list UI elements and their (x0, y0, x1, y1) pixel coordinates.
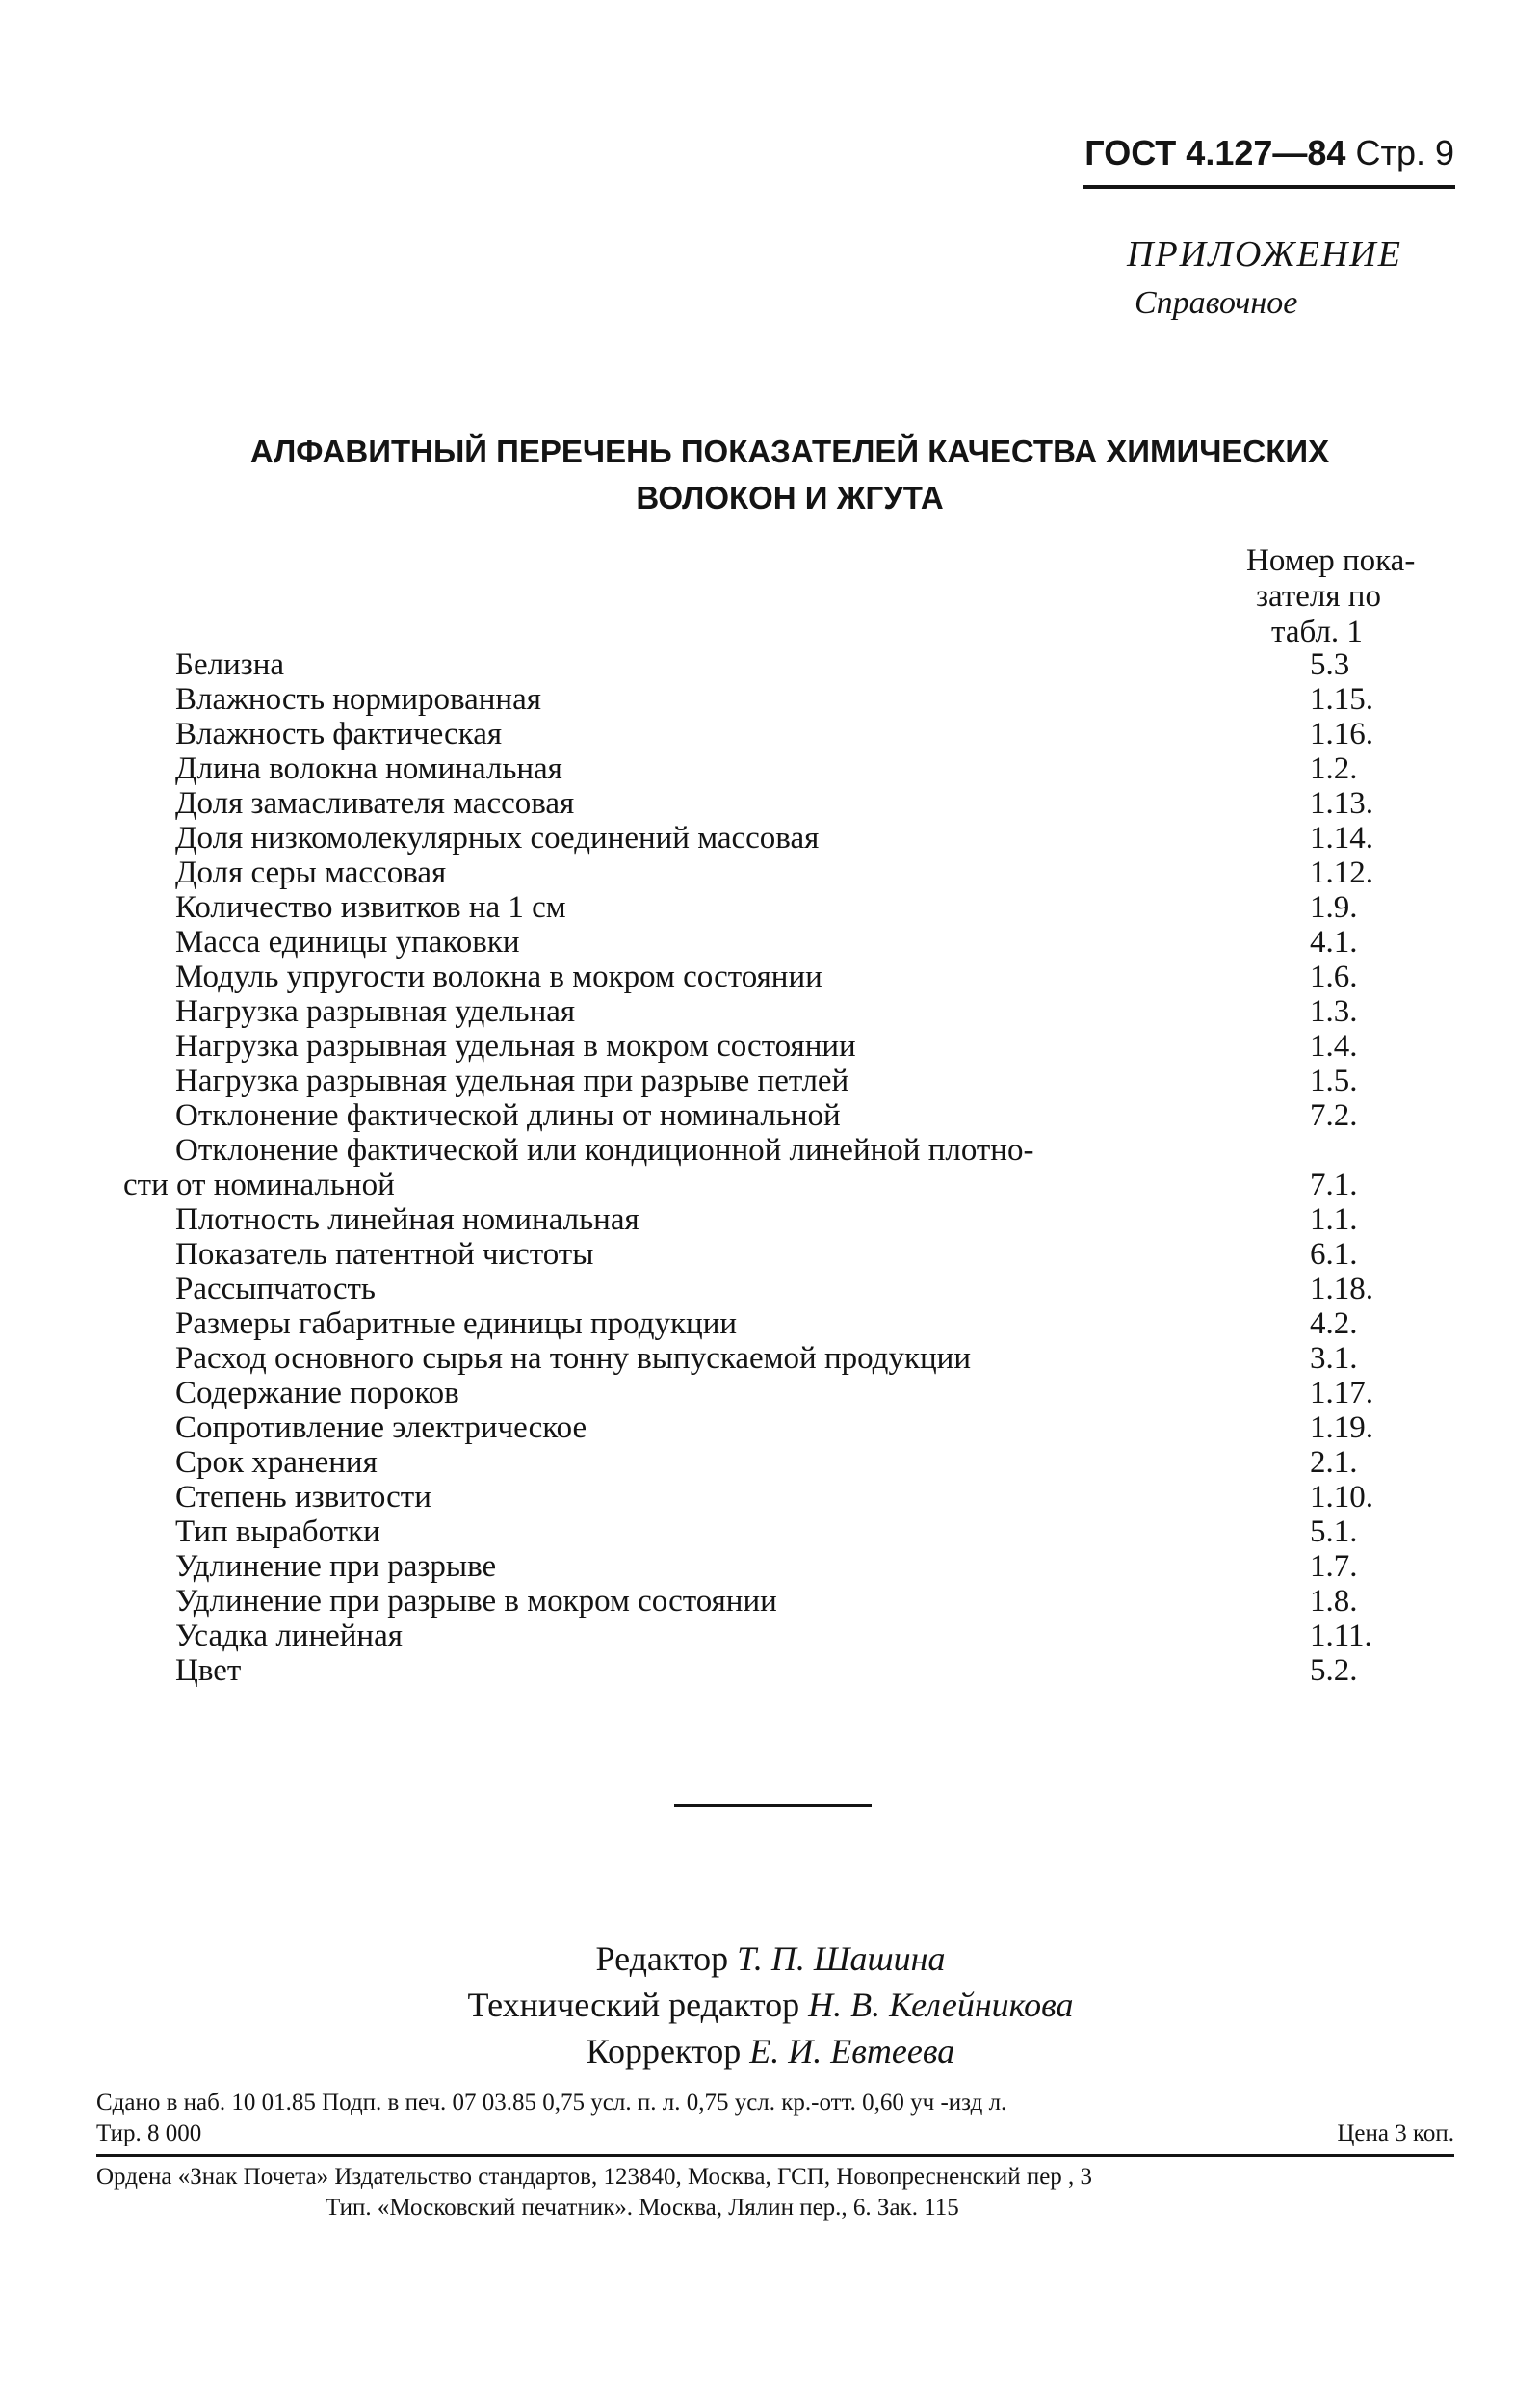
separator-rule (674, 1804, 872, 1807)
column-header-line-2: зателя по (1256, 579, 1381, 614)
indicator-name: Размеры габаритные единицы продукции (175, 1306, 738, 1341)
indicator-number: 1.11. (1310, 1619, 1372, 1653)
indicator-name: Срок хранения (175, 1445, 378, 1480)
tech-editor-label: Технический редактор (467, 1986, 800, 2024)
title-line-2: ВОЛОКОН И ЖГУТА (636, 480, 944, 515)
list-item (96, 890, 1445, 925)
tech-editor-line (289, 1985, 1252, 2025)
title-line-1: АЛФАВИТНЫЙ ПЕРЕЧЕНЬ ПОКАЗАТЕЛЕЙ КАЧЕСТВА ХИМИЧЕСКИХ (249, 434, 1330, 469)
indicator-name: Количество извитков на 1 см (175, 890, 566, 925)
list-item (96, 682, 1445, 717)
corrector-line (289, 2031, 1252, 2071)
indicator-number: 1.15. (1310, 682, 1373, 717)
indicator-name: Модуль упругости волокна в мокром состоянии (175, 960, 822, 994)
indicator-name: Отклонение фактической или кондиционной линейной плотно- (175, 1133, 1034, 1168)
indicator-number: 1.7. (1310, 1549, 1358, 1584)
indicator-name: Масса единицы упаковки (175, 925, 520, 960)
indicator-name: Расход основного сырья на тонну выпускаемой продукции (175, 1341, 971, 1376)
editor-line (289, 1938, 1252, 1979)
column-header-line-1: Номер пока- (1246, 543, 1416, 578)
indicator-name: Нагрузка разрывная удельная при разрыве петлей (175, 1064, 849, 1098)
indicator-number: 5.3 (1310, 647, 1350, 682)
appendix-subtitle: Справочное (1135, 285, 1298, 321)
document-title (154, 429, 1425, 521)
list-item (96, 786, 1445, 821)
editor-name: Т. П. Шашина (737, 1939, 946, 1978)
imprint-price: Цена 3 коп. (1337, 2120, 1454, 2146)
list-item (96, 1272, 1445, 1306)
list-item (96, 1584, 1445, 1619)
indicator-number: 1.13. (1310, 786, 1373, 821)
list-item (96, 1064, 1445, 1098)
indicator-number: 1.1. (1310, 1202, 1358, 1237)
list-item (96, 925, 1445, 960)
list-item (96, 994, 1445, 1029)
indicator-name: Белизна (175, 647, 285, 682)
indicator-number: 5.1. (1310, 1514, 1358, 1549)
indicator-number: 1.3. (1310, 994, 1358, 1029)
indicator-number: 1.2. (1310, 751, 1358, 786)
header-rule (1083, 185, 1455, 189)
corrector-name: Е. И. Евтеева (749, 2032, 955, 2070)
publisher-line-2: Тип. «Московский печатник». Москва, Лялин пер., 6. Зак. 115 (326, 2195, 959, 2221)
indicator-number: 1.18. (1310, 1272, 1373, 1306)
list-item (96, 717, 1445, 751)
publisher-line-1: Ордена «Знак Почета» Издательство стандартов, 123840, Москва, ГСП, Новопресненский пер , 3 (96, 2164, 1093, 2190)
indicator-number: 5.2. (1310, 1653, 1358, 1688)
list-item (96, 1098, 1445, 1133)
indicator-number: 1.9. (1310, 890, 1358, 925)
indicator-name: Доля замасливателя массовая (175, 786, 575, 821)
indicator-number: 1.10. (1310, 1480, 1373, 1514)
indicator-name: Влажность фактическая (175, 717, 503, 751)
list-item (96, 751, 1445, 786)
list-item (96, 1619, 1445, 1653)
indicator-name: Усадка линейная (175, 1619, 403, 1653)
list-item (96, 960, 1445, 994)
standard-code: ГОСТ 4.127—84 (1084, 133, 1346, 172)
indicator-number: 4.2. (1310, 1306, 1358, 1341)
list-item (96, 1653, 1445, 1688)
list-item (96, 1202, 1445, 1237)
indicator-number: 2.1. (1310, 1445, 1358, 1480)
indicator-number: 1.19. (1310, 1410, 1373, 1445)
page-number: Стр. 9 (1355, 133, 1454, 172)
column-header-line-3: табл. 1 (1271, 615, 1363, 649)
indicator-name: Рассыпчатость (175, 1272, 376, 1306)
indicator-name: Содержание пороков (175, 1376, 459, 1410)
indicator-name: Доля низкомолекулярных соединений массовая (175, 821, 820, 856)
indicator-number: 1.5. (1310, 1064, 1358, 1098)
list-item (96, 1133, 1445, 1168)
indicator-name: Нагрузка разрывная удельная в мокром состоянии (175, 1029, 856, 1064)
indicator-number: 1.4. (1310, 1029, 1358, 1064)
editor-label: Редактор (595, 1939, 729, 1978)
indicator-number: 7.1. (1310, 1168, 1358, 1202)
list-item (96, 1306, 1445, 1341)
indicator-name: Сопротивление электрическое (175, 1410, 587, 1445)
indicator-number: 1.14. (1310, 821, 1373, 856)
list-item (96, 647, 1445, 682)
list-item (96, 1376, 1445, 1410)
list-item (96, 1480, 1445, 1514)
list-item (96, 1168, 1445, 1202)
publisher-info (96, 2162, 1454, 2224)
imprint-circulation: Тир. 8 000 (96, 2120, 202, 2146)
page-header (1040, 133, 1454, 173)
list-item (96, 1514, 1445, 1549)
column-header (1242, 543, 1464, 650)
indicator-number: 4.1. (1310, 925, 1358, 960)
indicator-name: Удлинение при разрыве в мокром состоянии (175, 1584, 777, 1619)
list-item (96, 1445, 1445, 1480)
imprint-dates: Сдано в наб. 10 01.85 Подп. в печ. 07 03.85 0,75 усл. п. л. 0,75 усл. кр.-отт. 0,60 уч -изд л. (96, 2090, 1007, 2116)
list-item (96, 1549, 1445, 1584)
indicator-number: 1.16. (1310, 717, 1373, 751)
imprint (96, 2089, 1454, 2150)
indicator-name: Степень извитости (175, 1480, 431, 1514)
indicator-list (96, 647, 1445, 1688)
indicator-number: 1.12. (1310, 856, 1373, 890)
list-item (96, 1341, 1445, 1376)
indicator-name: Тип выработки (175, 1514, 380, 1549)
indicator-name: Удлинение при разрыве (175, 1549, 497, 1584)
indicator-number: 7.2. (1310, 1098, 1358, 1133)
indicator-number: 3.1. (1310, 1341, 1358, 1376)
indicator-number: 1.8. (1310, 1584, 1358, 1619)
indicator-name: Доля серы массовая (175, 856, 447, 890)
indicator-name: Отклонение фактической длины от номинальной (175, 1098, 841, 1133)
indicator-name: сти от номинальной (123, 1168, 395, 1202)
list-item (96, 856, 1445, 890)
indicator-name: Влажность нормированная (175, 682, 541, 717)
imprint-rule (96, 2154, 1454, 2157)
indicator-number: 1.17. (1310, 1376, 1373, 1410)
list-item (96, 1029, 1445, 1064)
list-item (96, 1410, 1445, 1445)
indicator-number: 6.1. (1310, 1237, 1358, 1272)
indicator-name: Цвет (175, 1653, 242, 1688)
list-item (96, 1237, 1445, 1272)
list-item (96, 821, 1445, 856)
tech-editor-name: Н. В. Келейникова (808, 1986, 1074, 2024)
indicator-name: Показатель патентной чистоты (175, 1237, 594, 1272)
indicator-name: Нагрузка разрывная удельная (175, 994, 576, 1029)
indicator-number: 1.6. (1310, 960, 1358, 994)
corrector-label: Корректор (586, 2032, 742, 2070)
indicator-name: Длина волокна номинальная (175, 751, 562, 786)
appendix-title: ПРИЛОЖЕНИЕ (1127, 234, 1402, 275)
indicator-name: Плотность линейная номинальная (175, 1202, 639, 1237)
